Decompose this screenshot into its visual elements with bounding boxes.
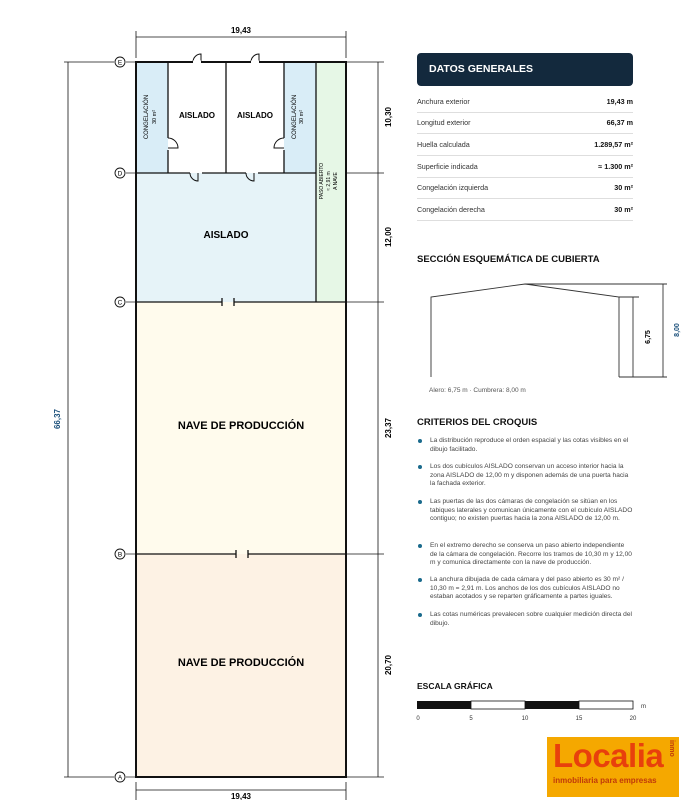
criterio-text: Las cotas numéricas prevalecen sobre cualquier medición directa del dibujo. xyxy=(430,611,632,627)
datos-label: Huella calculada xyxy=(417,140,470,149)
axis-bubbles xyxy=(115,57,125,782)
bullet-icon xyxy=(418,578,422,582)
dim-bottom: 19,43 xyxy=(230,792,252,800)
room-nave-1: NAVE DE PRODUCCIÓN xyxy=(177,420,305,432)
dim-right-line xyxy=(346,62,384,777)
scale-seg xyxy=(417,701,471,709)
dim-right-4: 20,70 xyxy=(384,654,393,676)
criterio-item xyxy=(417,463,633,489)
datos-row xyxy=(417,177,633,199)
datos-label: Congelación derecha xyxy=(417,205,485,214)
axis-lines xyxy=(126,62,136,777)
scale-unit: m xyxy=(641,704,646,710)
bullet-icon xyxy=(418,465,422,469)
scale-seg xyxy=(579,701,633,709)
room-cong-left-name: CONGELACIÓN xyxy=(144,94,150,140)
criterio-text: La anchura dibujada de cada cámara y del paso abierto es 30 m² / 10,30 m = 2,91 m. Los anchos de los dos cubículos AISLADO no estaban acotados y se reparten gráficamente a partes iguales. xyxy=(430,576,624,601)
criterio-item xyxy=(417,611,633,628)
datos-value: ≈ 1.300 m² xyxy=(598,162,633,171)
scale-tick: 0 xyxy=(416,716,420,722)
datos-value: 66,37 m xyxy=(606,118,633,127)
room-cong-right-area: 30 m² xyxy=(299,109,305,125)
dim-top-line xyxy=(136,31,346,58)
criterio-text: Los dos cubículos AISLADO conservan un acceso interior hacia la zona AISLADO de 12,00 m y disponen además de una puerta hacia la fachada exterior. xyxy=(430,463,629,488)
scale-tick: 5 xyxy=(469,716,473,722)
room-paso-2: ≈ 2,91 m xyxy=(326,171,332,191)
datos-header: DATOS GENERALES xyxy=(417,53,633,86)
bullet-icon xyxy=(418,613,422,617)
dim-right-1: 10,30 xyxy=(384,106,393,128)
axis-label-a: A xyxy=(117,774,123,782)
scale-tick: 20 xyxy=(629,716,637,722)
roof-section xyxy=(417,275,683,395)
datos-label: Superficie indicada xyxy=(417,162,478,171)
criterio-item xyxy=(417,542,633,568)
datos-label: Congelación izquierda xyxy=(417,183,489,192)
logo-wordmark: Localia xyxy=(553,737,664,774)
axis-label-b: B xyxy=(117,551,123,559)
criterio-text: La distribución reproduce el orden espacial y las cotas visibles en el dibujo facilitado. xyxy=(430,437,629,453)
dim-cumbrera: 8,00 xyxy=(674,323,681,337)
dim-right-3: 23,37 xyxy=(384,417,393,439)
room-aislado-1: AISLADO xyxy=(179,111,215,120)
scale-tick: 15 xyxy=(575,716,583,722)
criterio-text: Las puertas de las dos cámaras de congelación se sitúan en los tabiques laterales y comunican únicamente con el cubículo AISLADO contiguo; no existen puertas hacia la zona AISLADO de 12,00 m. xyxy=(430,498,633,523)
room-aislado-big: AISLADO xyxy=(203,230,249,241)
roof-caption: Alero: 6,75 m · Cumbrera: 8,00 m xyxy=(429,387,526,394)
datos-value: 30 m² xyxy=(614,205,633,214)
bullet-icon xyxy=(418,500,422,504)
room-cong-right-name: CONGELACIÓN xyxy=(292,94,298,140)
datos-row xyxy=(417,112,633,134)
datos-row xyxy=(417,156,633,178)
dim-right-2: 12,00 xyxy=(384,226,393,248)
scale-seg xyxy=(525,701,579,709)
axis-label-c: C xyxy=(117,299,123,307)
datos-value: 19,43 m xyxy=(606,97,633,106)
criterio-item xyxy=(417,498,633,524)
escala-title: ESCALA GRÁFICA xyxy=(417,681,493,691)
criterio-item xyxy=(417,576,633,602)
dim-alero: 6,75 xyxy=(645,330,652,344)
dim-total-left: 66,37 xyxy=(53,408,62,430)
room-cong-left-area: 30 m² xyxy=(152,109,158,125)
dim-top: 19,43 xyxy=(230,26,252,35)
criterio-item xyxy=(417,437,633,454)
logo-side-text: inmo xyxy=(668,740,675,757)
datos-value: 30 m² xyxy=(614,183,633,192)
axis-label-e: E xyxy=(117,59,123,67)
logo-subtitle: inmobiliaria para empresas xyxy=(553,776,657,785)
axis-label-d: D xyxy=(117,170,123,178)
datos-label: Anchura exterior xyxy=(417,97,470,106)
datos-row xyxy=(417,199,633,221)
bullet-icon xyxy=(418,544,422,548)
dim-left-line xyxy=(64,62,114,777)
room-paso-3: A NAVE xyxy=(333,172,339,190)
bullet-icon xyxy=(418,439,422,443)
scale-bar xyxy=(417,695,657,725)
criterio-text: En el extremo derecho se conserva un paso abierto independiente de la cámara de congelación. Recorre los tramos de 10,30 m y 12,00 m y comunica directamente con la nave de producción. xyxy=(430,542,632,567)
datos-label: Longitud exterior xyxy=(417,118,471,127)
room-nave-2: NAVE DE PRODUCCIÓN xyxy=(177,657,305,669)
datos-value: 1.289,57 m² xyxy=(594,140,633,149)
roof-outline xyxy=(431,284,619,377)
scale-seg xyxy=(471,701,525,709)
room-aislado-2: AISLADO xyxy=(237,111,273,120)
datos-row xyxy=(417,134,633,156)
criterios-title: CRITERIOS DEL CROQUIS xyxy=(417,417,538,428)
datos-row xyxy=(417,91,633,113)
room-paso-1: PASO ABIERTO xyxy=(319,162,325,200)
seccion-title: SECCIÓN ESQUEMÁTICA DE CUBIERTA xyxy=(417,254,600,265)
scale-tick: 10 xyxy=(521,716,529,722)
